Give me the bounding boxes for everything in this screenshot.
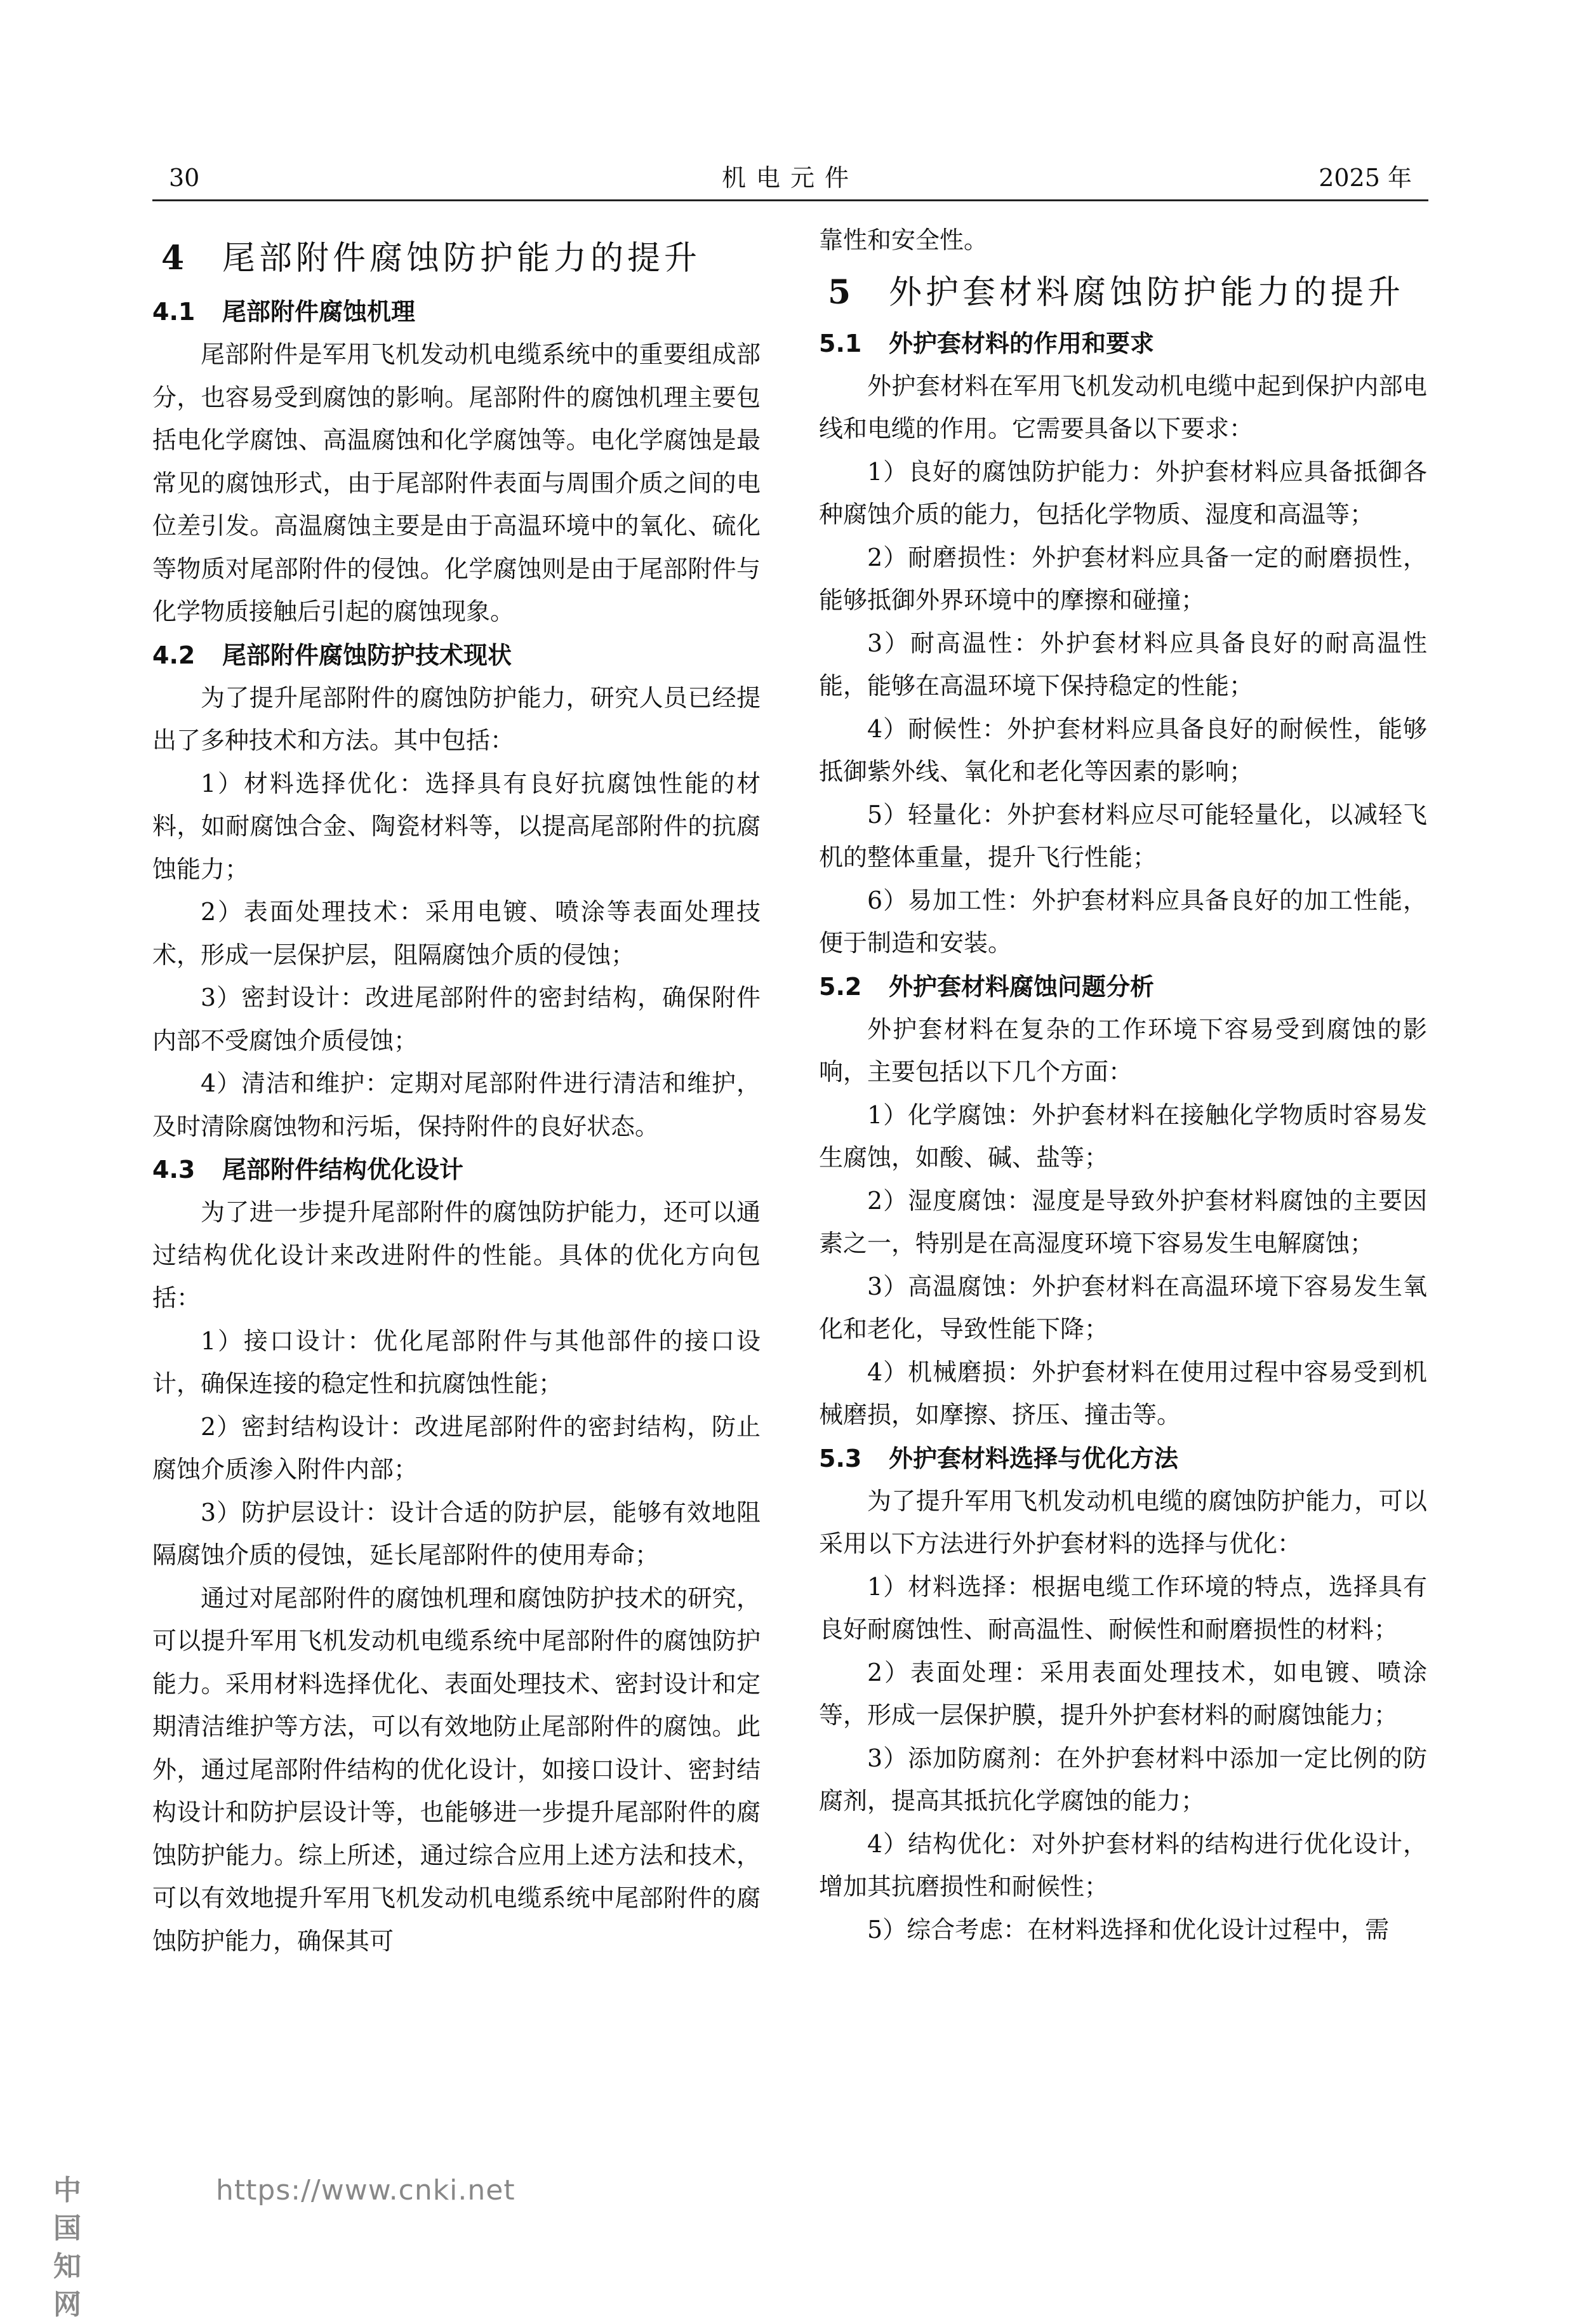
- subsection-heading-5-2: [819, 965, 1427, 1008]
- list-item: 3）添加防腐剂：在外护套材料中添加一定比例的防腐剂，提高其抵抗化学腐蚀的能力；: [819, 1744, 1427, 1815]
- section-heading-5: [819, 267, 1427, 318]
- list-item: 2）密封结构设计：改进尾部附件的密封结构，防止腐蚀介质渗入附件内部；: [152, 1412, 761, 1483]
- section-title: 外护套材料腐蚀防护能力的提升: [889, 273, 1405, 312]
- section-number: 4: [161, 239, 189, 277]
- paragraph: 通过对尾部附件的腐蚀机理和腐蚀防护技术的研究，可以提升军用飞机发动机电缆系统中尾部附件的腐蚀防护能力。采用材料选择优化、表面处理技术、密封设计和定期清洁维护等方法，可以有效地防止尾部附件的腐蚀。此外，通过尾部附件结构的优化设计，如接口设计、密封结构设计和防护层设计等，也能够进一步提升尾部附件的腐蚀防护能力。综上所述，通过综合应用上述方法和技术，可以有效地提升军用飞机发动机电缆系统中尾部附件的腐蚀防护能力，确保其可: [152, 1584, 761, 1955]
- list-item: 5）轻量化：外护套材料应尽可能轻量化，以减轻飞机的整体重量，提升飞行性能；: [819, 800, 1427, 871]
- paragraph: 为了提升军用飞机发动机电缆的腐蚀防护能力，可以采用以下方法进行外护套材料的选择与优化：: [819, 1486, 1427, 1558]
- list-item: 6）易加工性：外护套材料应具备良好的加工性能，便于制造和安装。: [819, 886, 1427, 957]
- subsection-heading-4-3: [152, 1148, 761, 1191]
- publication-year: 2025 年: [1319, 164, 1412, 192]
- subsection-title: 外护套材料的作用和要求: [889, 329, 1155, 357]
- subsection-title: 尾部附件结构优化设计: [222, 1156, 464, 1184]
- list-item: 2）耐磨损性：外护套材料应具备一定的耐磨损性，能够抵御外界环境中的摩擦和碰撞；: [819, 543, 1427, 614]
- subsection-heading-5-3: [819, 1437, 1427, 1480]
- left-column: [152, 219, 761, 1963]
- subsection-heading-4-2: [152, 634, 761, 677]
- subsection-title: 尾部附件腐蚀机理: [222, 298, 416, 326]
- list-item: 1）化学腐蚀：外护套材料在接触化学物质时容易发生腐蚀，如酸、碱、盐等；: [819, 1100, 1427, 1172]
- paragraph: 外护套材料在复杂的工作环境下容易受到腐蚀的影响，主要包括以下几个方面：: [819, 1015, 1427, 1086]
- list-item: 1）接口设计：优化尾部附件与其他部件的接口设计，确保连接的稳定性和抗腐蚀性能；: [152, 1326, 761, 1398]
- subsection-number: 4.1: [152, 298, 196, 326]
- paragraph-continuation: 靠性和安全性。: [819, 226, 988, 254]
- list-item: 3）密封设计：改进尾部附件的密封结构，确保附件内部不受腐蚀介质侵蚀；: [152, 984, 761, 1055]
- subsection-number: 4.3: [152, 1156, 196, 1184]
- list-item: 5）综合考虑：在材料选择和优化设计过程中，需: [867, 1915, 1390, 1944]
- list-item: 1）材料选择优化：选择具有良好抗腐蚀性能的材料，如耐腐蚀合金、陶瓷材料等，以提高尾部附件的抗腐蚀能力；: [152, 769, 761, 883]
- list-item: 2）表面处理技术：采用电镀、喷涂等表面处理技术，形成一层保护层，阻隔腐蚀介质的侵蚀；: [152, 898, 761, 969]
- journal-name: 机电元件: [721, 164, 859, 192]
- list-item: 3）高温腐蚀：外护套材料在高温环境下容易发生氧化和老化，导致性能下降；: [819, 1272, 1427, 1343]
- subsection-number: 5.1: [819, 329, 862, 357]
- list-item: 3）防护层设计：设计合适的防护层，能够有效地阻隔腐蚀介质的侵蚀，延长尾部附件的使用寿命；: [152, 1498, 761, 1569]
- list-item: 1）材料选择：根据电缆工作环境的特点，选择具有良好耐腐蚀性、耐高温性、耐候性和耐磨损性的材料；: [819, 1572, 1427, 1643]
- subsection-number: 5.2: [819, 972, 862, 1001]
- subsection-title: 尾部附件腐蚀防护技术现状: [222, 641, 512, 669]
- subsection-number: 5.3: [819, 1444, 862, 1473]
- section-heading-4: [152, 233, 761, 284]
- list-item: 1）良好的腐蚀防护能力：外护套材料应具备抵御各种腐蚀介质的能力，包括化学物质、湿度和高温等；: [819, 457, 1427, 528]
- section-number: 5: [828, 272, 855, 312]
- subsection-title: 外护套材料选择与优化方法: [889, 1444, 1179, 1473]
- list-item: 4）耐候性：外护套材料应具备良好的耐候性，能够抵御紫外线、氧化和老化等因素的影响；: [819, 714, 1427, 785]
- subsection-number: 4.2: [152, 641, 196, 669]
- page-number: 30: [169, 164, 200, 192]
- cnki-url[interactable]: https://www.cnki.net: [216, 2174, 515, 2207]
- list-item: 2）表面处理：采用表面处理技术，如电镀、喷涂等，形成一层保护膜，提升外护套材料的耐腐蚀能力；: [819, 1658, 1427, 1729]
- list-item: 4）结构优化：对外护套材料的结构进行优化设计，增加其抗磨损性和耐候性；: [819, 1829, 1427, 1900]
- cnki-brand: 中国知网: [53, 2174, 83, 2321]
- running-header: [152, 159, 1428, 201]
- paragraph: 外护套材料在军用飞机发动机电缆中起到保护内部电线和电缆的作用。它需要具备以下要求：: [819, 371, 1427, 443]
- subsection-title: 外护套材料腐蚀问题分析: [889, 972, 1155, 1001]
- subsection-heading-4-1: [152, 290, 761, 333]
- subsection-heading-5-1: [819, 322, 1427, 365]
- right-column: [819, 219, 1427, 1951]
- list-item: 3）耐高温性：外护套材料应具备良好的耐高温性能，能够在高温环境下保持稳定的性能；: [819, 629, 1427, 700]
- list-item: 4）清洁和维护：定期对尾部附件进行清洁和维护，及时清除腐蚀物和污垢，保持附件的良好状态。: [152, 1069, 761, 1140]
- section-title: 尾部附件腐蚀防护能力的提升: [222, 239, 701, 277]
- paragraph: 为了进一步提升尾部附件的腐蚀防护能力，还可以通过结构优化设计来改进附件的性能。具体的优化方向包括：: [152, 1198, 761, 1312]
- list-item: 4）机械磨损：外护套材料在使用过程中容易受到机械磨损，如摩擦、挤压、撞击等。: [819, 1358, 1427, 1429]
- paragraph: 尾部附件是军用飞机发动机电缆系统中的重要组成部分，也容易受到腐蚀的影响。尾部附件的腐蚀机理主要包括电化学腐蚀、高温腐蚀和化学腐蚀等。电化学腐蚀是最常见的腐蚀形式，由于尾部附件表面与周围介质之间的电位差引发。高温腐蚀主要是由于高温环境中的氧化、硫化等物质对尾部附件的侵蚀。化学腐蚀则是由于尾部附件与化学物质接触后引起的腐蚀现象。: [152, 340, 761, 625]
- paragraph: 为了提升尾部附件的腐蚀防护能力，研究人员已经提出了多种技术和方法。其中包括：: [152, 683, 761, 754]
- list-item: 2）湿度腐蚀：湿度是导致外护套材料腐蚀的主要因素之一，特别是在高湿度环境下容易发生电解腐蚀；: [819, 1186, 1427, 1257]
